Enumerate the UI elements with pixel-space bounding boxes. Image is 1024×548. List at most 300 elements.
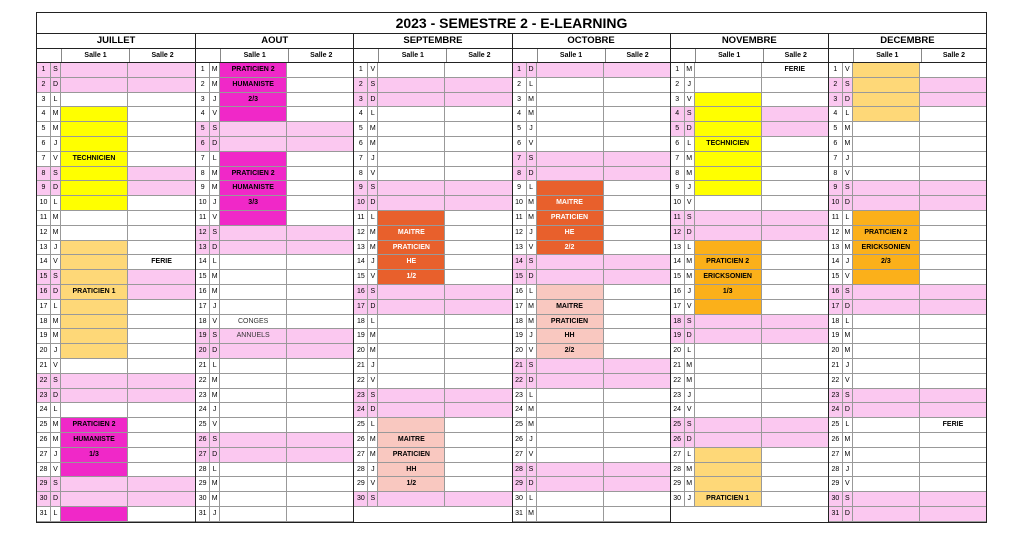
room-1-cell[interactable] xyxy=(220,226,287,240)
room-2-cell[interactable] xyxy=(762,226,828,240)
room-1-cell[interactable]: HUMANISTE xyxy=(220,78,287,92)
room-1-cell[interactable] xyxy=(695,463,762,477)
room-1-cell[interactable] xyxy=(61,196,128,210)
room-2-cell[interactable] xyxy=(604,315,670,329)
room-1-cell[interactable] xyxy=(695,122,762,136)
room-2-cell[interactable] xyxy=(128,78,195,92)
room-1-cell[interactable] xyxy=(853,492,920,506)
room-1-cell[interactable] xyxy=(537,433,604,447)
room-1-cell[interactable]: HH xyxy=(378,463,445,477)
room-2-cell[interactable] xyxy=(445,433,511,447)
room-1-cell[interactable] xyxy=(220,255,287,269)
room-2-cell[interactable] xyxy=(762,448,828,462)
room-1-cell[interactable]: TECHNICIEN xyxy=(695,137,762,151)
room-2-cell[interactable] xyxy=(762,152,828,166)
room-1-cell[interactable] xyxy=(853,418,920,432)
room-2-cell[interactable] xyxy=(604,122,670,136)
room-1-cell[interactable] xyxy=(853,463,920,477)
room-1-cell[interactable] xyxy=(853,270,920,284)
room-2-cell[interactable] xyxy=(287,241,353,255)
room-2-cell[interactable] xyxy=(604,78,670,92)
room-2-cell[interactable] xyxy=(128,433,195,447)
room-1-cell[interactable] xyxy=(853,329,920,343)
room-2-cell[interactable] xyxy=(604,300,670,314)
room-1-cell[interactable] xyxy=(61,78,128,92)
room-1-cell[interactable] xyxy=(853,403,920,417)
room-2-cell[interactable] xyxy=(128,211,195,225)
room-1-cell[interactable] xyxy=(695,403,762,417)
room-1-cell[interactable]: PRATICIEN xyxy=(378,448,445,462)
room-2-cell[interactable] xyxy=(287,107,353,121)
room-2-cell[interactable] xyxy=(128,344,195,358)
room-1-cell[interactable]: CONGES xyxy=(220,315,287,329)
room-2-cell[interactable] xyxy=(920,300,986,314)
room-1-cell[interactable] xyxy=(61,463,128,477)
room-1-cell[interactable] xyxy=(853,285,920,299)
room-1-cell[interactable]: ERICKSONIEN xyxy=(853,241,920,255)
room-1-cell[interactable] xyxy=(537,255,604,269)
room-2-cell[interactable] xyxy=(128,107,195,121)
room-1-cell[interactable]: TECHNICIEN xyxy=(61,152,128,166)
room-2-cell[interactable]: FERIE xyxy=(151,258,172,266)
room-1-cell[interactable] xyxy=(220,463,287,477)
room-1-cell[interactable]: PRATICIEN 1 xyxy=(61,285,128,299)
room-2-cell[interactable] xyxy=(604,270,670,284)
room-2-cell[interactable] xyxy=(445,196,511,210)
room-2-cell[interactable] xyxy=(128,329,195,343)
room-2-cell[interactable] xyxy=(128,285,195,299)
room-2-cell[interactable] xyxy=(287,463,353,477)
room-2-cell[interactable] xyxy=(287,448,353,462)
room-1-cell[interactable] xyxy=(61,226,128,240)
room-2-cell[interactable] xyxy=(287,211,353,225)
room-2-cell[interactable] xyxy=(762,270,828,284)
room-2-cell[interactable] xyxy=(287,389,353,403)
room-2-cell[interactable]: FERIE xyxy=(784,66,806,73)
room-1-cell[interactable] xyxy=(695,329,762,343)
room-1-cell[interactable] xyxy=(537,389,604,403)
room-2-cell[interactable] xyxy=(920,211,986,225)
room-2-cell[interactable] xyxy=(445,93,511,107)
room-1-cell[interactable] xyxy=(378,418,445,432)
room-1-cell[interactable] xyxy=(537,152,604,166)
room-2-cell[interactable] xyxy=(445,359,511,373)
room-1-cell[interactable] xyxy=(61,270,128,284)
room-1-cell[interactable]: PRATICIEN xyxy=(378,241,445,255)
room-1-cell[interactable] xyxy=(537,285,604,299)
room-1-cell[interactable] xyxy=(378,63,445,77)
room-1-cell[interactable]: PRATICIEN 2 xyxy=(220,63,287,77)
room-1-cell[interactable] xyxy=(853,78,920,92)
room-2-cell[interactable] xyxy=(445,477,511,491)
room-1-cell[interactable] xyxy=(378,492,445,506)
room-1-cell[interactable] xyxy=(695,344,762,358)
room-1-cell[interactable]: 1/3 xyxy=(695,285,762,299)
room-2-cell[interactable] xyxy=(920,359,986,373)
room-2-cell[interactable] xyxy=(762,403,828,417)
room-1-cell[interactable] xyxy=(220,403,287,417)
room-1-cell[interactable] xyxy=(378,285,445,299)
room-2-cell[interactable] xyxy=(920,167,986,181)
room-1-cell[interactable] xyxy=(61,107,128,121)
room-1-cell[interactable]: MAITRE xyxy=(378,226,445,240)
room-1-cell[interactable]: 3/3 xyxy=(220,196,287,210)
room-1-cell[interactable]: MAITRE xyxy=(378,433,445,447)
room-2-cell[interactable] xyxy=(920,196,986,210)
room-1-cell[interactable]: HE xyxy=(537,226,604,240)
room-2-cell[interactable] xyxy=(604,389,670,403)
room-1-cell[interactable] xyxy=(378,403,445,417)
room-1-cell[interactable] xyxy=(61,507,128,521)
room-2-cell[interactable] xyxy=(128,374,195,388)
room-1-cell[interactable] xyxy=(378,344,445,358)
room-2-cell[interactable] xyxy=(287,359,353,373)
room-2-cell[interactable] xyxy=(445,152,511,166)
room-1-cell[interactable] xyxy=(220,477,287,491)
room-2-cell[interactable] xyxy=(604,492,670,506)
room-2-cell[interactable] xyxy=(920,344,986,358)
room-2-cell[interactable] xyxy=(604,344,670,358)
room-2-cell[interactable] xyxy=(604,93,670,107)
room-1-cell[interactable] xyxy=(695,477,762,491)
room-1-cell[interactable] xyxy=(695,315,762,329)
room-2-cell[interactable] xyxy=(445,241,511,255)
room-1-cell[interactable]: PRATICIEN 1 xyxy=(695,492,762,506)
room-2-cell[interactable] xyxy=(920,403,986,417)
room-1-cell[interactable] xyxy=(378,122,445,136)
room-2-cell[interactable] xyxy=(604,152,670,166)
room-1-cell[interactable] xyxy=(853,507,920,521)
room-2-cell[interactable] xyxy=(128,167,195,181)
room-1-cell[interactable] xyxy=(695,152,762,166)
room-2-cell[interactable] xyxy=(762,463,828,477)
room-1-cell[interactable] xyxy=(537,78,604,92)
room-2-cell[interactable] xyxy=(762,329,828,343)
room-1-cell[interactable] xyxy=(695,181,762,195)
room-2-cell[interactable] xyxy=(604,226,670,240)
room-1-cell[interactable]: 2/3 xyxy=(853,255,920,269)
room-2-cell[interactable] xyxy=(287,152,353,166)
room-2-cell[interactable] xyxy=(287,344,353,358)
room-2-cell[interactable] xyxy=(604,137,670,151)
room-1-cell[interactable] xyxy=(220,152,287,166)
room-2-cell[interactable] xyxy=(762,418,828,432)
room-2-cell[interactable] xyxy=(604,211,670,225)
room-2-cell[interactable] xyxy=(762,344,828,358)
room-1-cell[interactable]: HUMANISTE xyxy=(220,181,287,195)
room-1-cell[interactable] xyxy=(61,403,128,417)
room-1-cell[interactable]: PRATICIEN xyxy=(537,211,604,225)
room-2-cell[interactable] xyxy=(920,285,986,299)
room-1-cell[interactable] xyxy=(695,63,762,77)
room-2-cell[interactable] xyxy=(445,211,511,225)
room-2-cell[interactable] xyxy=(762,93,828,107)
room-1-cell[interactable] xyxy=(378,93,445,107)
room-2-cell[interactable] xyxy=(128,403,195,417)
room-2-cell[interactable] xyxy=(762,181,828,195)
room-2-cell[interactable] xyxy=(128,226,195,240)
room-1-cell[interactable] xyxy=(853,315,920,329)
room-2-cell[interactable] xyxy=(287,181,353,195)
room-2-cell[interactable] xyxy=(287,196,353,210)
room-2-cell[interactable] xyxy=(445,492,511,506)
room-1-cell[interactable] xyxy=(695,107,762,121)
room-2-cell[interactable] xyxy=(920,226,986,240)
room-2-cell[interactable] xyxy=(128,463,195,477)
room-1-cell[interactable] xyxy=(537,137,604,151)
room-2-cell[interactable] xyxy=(445,463,511,477)
room-1-cell[interactable] xyxy=(220,492,287,506)
room-2-cell[interactable] xyxy=(287,63,353,77)
room-2-cell[interactable] xyxy=(445,226,511,240)
room-2-cell[interactable] xyxy=(445,403,511,417)
room-2-cell[interactable] xyxy=(762,78,828,92)
room-1-cell[interactable] xyxy=(378,181,445,195)
room-1-cell[interactable] xyxy=(537,359,604,373)
room-1-cell[interactable]: MAITRE xyxy=(537,300,604,314)
room-2-cell[interactable] xyxy=(604,433,670,447)
room-2-cell[interactable] xyxy=(128,122,195,136)
room-1-cell[interactable] xyxy=(378,196,445,210)
room-1-cell[interactable] xyxy=(378,107,445,121)
room-2-cell[interactable] xyxy=(604,167,670,181)
room-2-cell[interactable] xyxy=(762,477,828,491)
room-2-cell[interactable] xyxy=(445,389,511,403)
room-2-cell[interactable] xyxy=(287,167,353,181)
room-1-cell[interactable]: 2/2 xyxy=(537,241,604,255)
room-1-cell[interactable] xyxy=(220,300,287,314)
room-1-cell[interactable] xyxy=(537,93,604,107)
room-2-cell[interactable]: FERIE xyxy=(942,421,964,429)
room-2-cell[interactable] xyxy=(920,463,986,477)
room-2-cell[interactable] xyxy=(762,285,828,299)
room-2-cell[interactable] xyxy=(762,241,828,255)
room-2-cell[interactable] xyxy=(920,241,986,255)
room-1-cell[interactable] xyxy=(853,300,920,314)
room-1-cell[interactable] xyxy=(220,433,287,447)
room-2-cell[interactable] xyxy=(287,78,353,92)
room-2-cell[interactable] xyxy=(445,63,511,77)
room-2-cell[interactable] xyxy=(920,315,986,329)
room-1-cell[interactable] xyxy=(61,137,128,151)
room-1-cell[interactable] xyxy=(537,477,604,491)
room-2-cell[interactable] xyxy=(920,270,986,284)
room-1-cell[interactable] xyxy=(537,448,604,462)
room-1-cell[interactable] xyxy=(695,418,762,432)
room-2-cell[interactable] xyxy=(920,389,986,403)
room-1-cell[interactable] xyxy=(853,167,920,181)
room-1-cell[interactable]: MAITRE xyxy=(537,196,604,210)
room-1-cell[interactable] xyxy=(695,78,762,92)
room-1-cell[interactable] xyxy=(220,107,287,121)
room-1-cell[interactable] xyxy=(537,463,604,477)
room-2-cell[interactable] xyxy=(604,241,670,255)
room-1-cell[interactable] xyxy=(537,492,604,506)
room-1-cell[interactable] xyxy=(537,63,604,77)
room-1-cell[interactable] xyxy=(695,433,762,447)
room-1-cell[interactable] xyxy=(378,374,445,388)
room-1-cell[interactable] xyxy=(853,359,920,373)
room-2-cell[interactable] xyxy=(287,418,353,432)
room-1-cell[interactable] xyxy=(220,448,287,462)
room-2-cell[interactable] xyxy=(128,181,195,195)
room-2-cell[interactable] xyxy=(445,315,511,329)
room-1-cell[interactable] xyxy=(378,152,445,166)
room-1-cell[interactable] xyxy=(378,329,445,343)
room-2-cell[interactable] xyxy=(287,93,353,107)
room-2-cell[interactable] xyxy=(287,477,353,491)
room-2-cell[interactable] xyxy=(920,448,986,462)
room-2-cell[interactable] xyxy=(920,107,986,121)
room-1-cell[interactable] xyxy=(378,211,445,225)
room-1-cell[interactable]: 2/2 xyxy=(537,344,604,358)
room-2-cell[interactable] xyxy=(604,403,670,417)
room-1-cell[interactable] xyxy=(695,211,762,225)
room-1-cell[interactable] xyxy=(220,389,287,403)
room-2-cell[interactable] xyxy=(762,300,828,314)
room-2-cell[interactable] xyxy=(920,63,986,77)
room-2-cell[interactable] xyxy=(920,122,986,136)
room-2-cell[interactable] xyxy=(445,300,511,314)
room-1-cell[interactable]: 1/3 xyxy=(61,448,128,462)
room-2-cell[interactable] xyxy=(762,122,828,136)
room-1-cell[interactable] xyxy=(61,122,128,136)
room-2-cell[interactable] xyxy=(128,448,195,462)
room-1-cell[interactable] xyxy=(853,477,920,491)
room-1-cell[interactable] xyxy=(853,344,920,358)
room-2-cell[interactable] xyxy=(445,78,511,92)
room-2-cell[interactable] xyxy=(445,137,511,151)
room-2-cell[interactable] xyxy=(604,63,670,77)
room-2-cell[interactable] xyxy=(604,374,670,388)
room-2-cell[interactable] xyxy=(128,315,195,329)
room-2-cell[interactable] xyxy=(287,315,353,329)
room-2-cell[interactable] xyxy=(920,152,986,166)
room-1-cell[interactable] xyxy=(61,329,128,343)
room-1-cell[interactable]: HH xyxy=(537,329,604,343)
room-1-cell[interactable] xyxy=(220,285,287,299)
room-2-cell[interactable] xyxy=(287,300,353,314)
room-2-cell[interactable] xyxy=(604,463,670,477)
room-2-cell[interactable] xyxy=(445,374,511,388)
room-1-cell[interactable] xyxy=(695,374,762,388)
room-1-cell[interactable] xyxy=(61,477,128,491)
room-1-cell[interactable] xyxy=(695,241,762,255)
room-2-cell[interactable] xyxy=(128,492,195,506)
room-2-cell[interactable] xyxy=(920,477,986,491)
room-2-cell[interactable] xyxy=(128,241,195,255)
room-1-cell[interactable] xyxy=(220,211,287,225)
room-1-cell[interactable] xyxy=(695,300,762,314)
room-1-cell[interactable] xyxy=(537,122,604,136)
room-1-cell[interactable] xyxy=(537,181,604,195)
room-1-cell[interactable] xyxy=(378,315,445,329)
room-2-cell[interactable] xyxy=(128,196,195,210)
room-1-cell[interactable] xyxy=(853,448,920,462)
room-2-cell[interactable] xyxy=(128,93,195,107)
room-1-cell[interactable]: PRATICIEN 2 xyxy=(853,226,920,240)
room-2-cell[interactable] xyxy=(445,329,511,343)
room-1-cell[interactable] xyxy=(61,359,128,373)
room-1-cell[interactable] xyxy=(853,433,920,447)
room-2-cell[interactable] xyxy=(287,492,353,506)
room-1-cell[interactable] xyxy=(853,374,920,388)
room-1-cell[interactable] xyxy=(61,300,128,314)
room-2-cell[interactable] xyxy=(128,63,195,77)
room-2-cell[interactable] xyxy=(604,507,670,521)
room-2-cell[interactable] xyxy=(920,78,986,92)
room-2-cell[interactable] xyxy=(604,477,670,491)
room-2-cell[interactable] xyxy=(762,492,828,506)
room-2-cell[interactable] xyxy=(445,255,511,269)
room-2-cell[interactable] xyxy=(445,285,511,299)
room-1-cell[interactable]: 1/2 xyxy=(378,477,445,491)
room-2-cell[interactable] xyxy=(604,448,670,462)
room-2-cell[interactable] xyxy=(287,507,353,521)
room-2-cell[interactable] xyxy=(762,389,828,403)
room-1-cell[interactable] xyxy=(61,241,128,255)
room-2-cell[interactable] xyxy=(920,433,986,447)
room-1-cell[interactable]: PRATICIEN 2 xyxy=(61,418,128,432)
room-2-cell[interactable] xyxy=(128,477,195,491)
room-1-cell[interactable] xyxy=(853,93,920,107)
room-2-cell[interactable] xyxy=(128,137,195,151)
room-1-cell[interactable] xyxy=(61,167,128,181)
room-1-cell[interactable] xyxy=(853,122,920,136)
room-1-cell[interactable] xyxy=(61,181,128,195)
room-1-cell[interactable] xyxy=(220,344,287,358)
room-1-cell[interactable] xyxy=(220,241,287,255)
room-1-cell[interactable] xyxy=(61,93,128,107)
room-1-cell[interactable] xyxy=(61,315,128,329)
room-2-cell[interactable] xyxy=(287,329,353,343)
room-2-cell[interactable] xyxy=(287,285,353,299)
room-1-cell[interactable] xyxy=(695,389,762,403)
room-2-cell[interactable] xyxy=(287,270,353,284)
room-2-cell[interactable] xyxy=(287,226,353,240)
room-1-cell[interactable] xyxy=(695,448,762,462)
room-1-cell[interactable] xyxy=(220,122,287,136)
room-2-cell[interactable] xyxy=(604,418,670,432)
room-1-cell[interactable] xyxy=(537,374,604,388)
room-1-cell[interactable] xyxy=(220,507,287,521)
room-2-cell[interactable] xyxy=(604,255,670,269)
room-2-cell[interactable] xyxy=(287,374,353,388)
room-2-cell[interactable] xyxy=(762,196,828,210)
room-1-cell[interactable] xyxy=(853,389,920,403)
room-1-cell[interactable] xyxy=(695,226,762,240)
room-1-cell[interactable] xyxy=(378,359,445,373)
room-1-cell[interactable] xyxy=(378,78,445,92)
room-2-cell[interactable] xyxy=(128,359,195,373)
room-2-cell[interactable] xyxy=(762,359,828,373)
room-2-cell[interactable] xyxy=(128,389,195,403)
room-1-cell[interactable] xyxy=(61,255,128,269)
room-2-cell[interactable] xyxy=(762,137,828,151)
room-2-cell[interactable] xyxy=(762,433,828,447)
room-2-cell[interactable] xyxy=(604,359,670,373)
room-2-cell[interactable] xyxy=(128,507,195,521)
room-1-cell[interactable] xyxy=(220,137,287,151)
room-1-cell[interactable] xyxy=(853,181,920,195)
room-2-cell[interactable] xyxy=(445,107,511,121)
room-1-cell[interactable] xyxy=(695,93,762,107)
room-2-cell[interactable] xyxy=(762,255,828,269)
room-1-cell[interactable] xyxy=(537,507,604,521)
room-1-cell[interactable] xyxy=(378,137,445,151)
room-1-cell[interactable]: 1/2 xyxy=(378,270,445,284)
room-2-cell[interactable] xyxy=(128,270,195,284)
